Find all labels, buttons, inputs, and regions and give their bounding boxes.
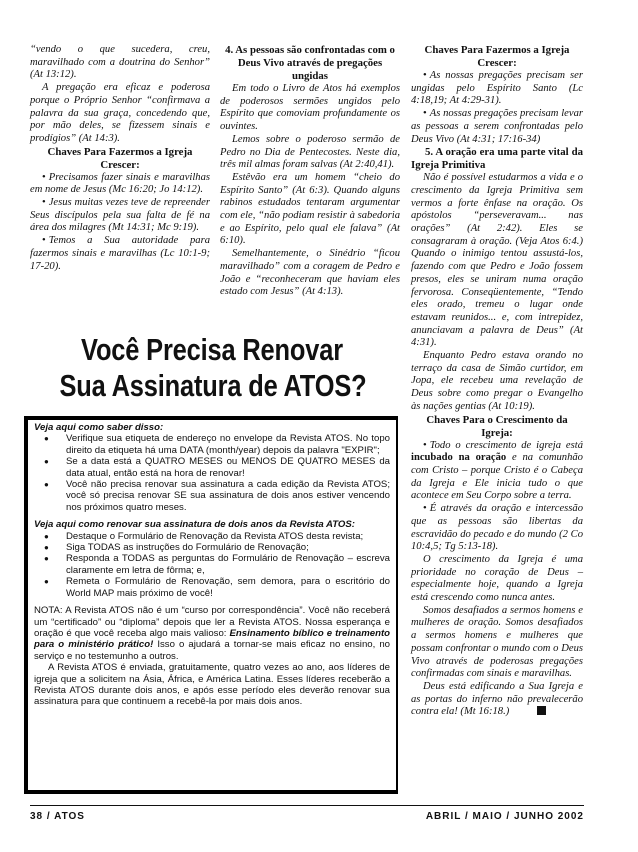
renewal-banner bbox=[26, 332, 398, 416]
bullet-text: Todo o crescimento de igreja está bbox=[429, 439, 583, 451]
paragraph bbox=[411, 681, 583, 719]
bullet-text: e na comunhão com Cristo – porque Cristo é o Cabeça da Igreja e Ele inicia tudo o que acontece em Seu Corpo sobre a terra. bbox=[411, 452, 583, 502]
list-item: ● Se a data está a QUATRO MESES ou MENOS DE QUATRO MESES da data atual, então está na hora de renovar! bbox=[66, 456, 390, 479]
paragraph: Não é possível estudarmos a vida e o crescimento da Igreja Primitiva sem vermos a forte ênfase na oração. Os apóstolos “perseveravam... nas orações” (At 2:42). Eles se consagraram à oração. (Veja Atos 6:4.) Quando o inimigo tentou assustá-los, fazendo com que Pedro e João fossem presos, eles se uniram numa oração fervorosa. Conseqüentemente, “Tendo eles orado, tremeu o lugar onde estavam reunidos... e, com intrepidez, anunciavam a palavra de Deus” (At 4:31). bbox=[411, 172, 583, 349]
section-heading: 4. As pessoas são confrontadas com o Deus Vivo através de pregações ungidas bbox=[225, 44, 395, 82]
paragraph: Semelhantemente, o Sinédrio “ficou maravilhado” com a coragem de Pedro e João e “reconheceram que haviam eles estado com Jesus” (At 4:13). bbox=[220, 248, 400, 298]
bullet-item: • As nossas pregações precisam ser ungidas pelo Espírito Santo (Lc 4:18,19; At 4:29-31). bbox=[411, 70, 583, 108]
bullet-item: • Temos a Sua autoridade para fazermos sinais e maravilhas (Lc 10:1-9; 17-20). bbox=[30, 235, 210, 273]
footer-rule bbox=[30, 805, 584, 806]
section-heading: Chaves Para Fazermos a Igreja Crescer: bbox=[47, 145, 193, 171]
bullet-item: • É através da oração e intercessão que as pessoas são libertas da escravidão do pecado e do mundo (2 Co 10:4,5; Tg 5:13-18). bbox=[411, 503, 583, 554]
banner-line: Sua Assinatura de ATOS? bbox=[59, 368, 367, 403]
box-heading: Veja aqui como renovar sua assinatura de dois anos da Revista ATOS: bbox=[34, 519, 355, 531]
paragraph: Lemos sobre o poderoso sermão de Pedro no Dia de Pentecostes. Neste dia, três mil almas foram salvas (At 2:40,41). bbox=[220, 133, 400, 171]
paragraph: Enquanto Pedro estava orando no terraço da casa de Simão curtidor, em Jopa, ele recebeu uma revelação de Deus sobre como pregar o Evangelho às nações gentias (At 10:19). bbox=[411, 350, 583, 412]
bold-phrase: incubado na oração bbox=[411, 452, 507, 464]
list-item: ● Destaque o Formulário de Renovação da Revista ATOS desta revista; bbox=[66, 531, 390, 542]
box-heading: Veja aqui como saber disso: bbox=[34, 422, 164, 433]
note-text: NOTA: A Revista ATOS não é um “curso por correspondência”. Você não receberá um “certificado” ou “diploma” depois que ler a Revista ATOS. Nossa esperança e oração é que você receba algo mais valioso: bbox=[34, 605, 390, 639]
column-left bbox=[30, 44, 210, 273]
paragraph: A pregação era eficaz e poderosa porque o Próprio Senhor “confirmava a palavra da sua graça, concedendo que, por mão deles, se fizessem sinais e prodígios” (At 14:3). bbox=[30, 82, 210, 144]
note-paragraph: A Revista ATOS é enviada, gratuitamente, quatro vezes ao ano, aos líderes de igreja que a solicitem na Ásia, África, e América Latina. Esses líderes receberão a Revista ATOS durante dois anos, e após esse período eles deverão renovar sua assinatura para que continuem a recebê-la por mais dois anos. bbox=[34, 662, 390, 708]
paragraph: Somos desafiados a sermos homens e mulheres de oração. Somos desafiados a sermos homens e mulheres que possam confrontar o mundo com o Deus Vivo através de poderosas pregações confirmadas com sinais e maravilhas. bbox=[411, 604, 583, 680]
paragraph: Estêvão era um homem “cheio do Espírito Santo” (At 6:3). Quando alguns rabinos estudados tentaram argumentar com ele, “não podiam resistir à sabedoria e ao Espírito, pelo qual ele falava” (At 6:10). bbox=[220, 171, 400, 247]
paragraph: O crescimento da Igreja é uma prioridade no coração de Deus – especialmente hoje, quando a Igreja está crescendo como nunca antes. bbox=[411, 553, 583, 604]
section-heading: Chaves Para o Crescimento da Igreja: bbox=[426, 413, 568, 439]
renew-steps-list bbox=[34, 531, 390, 599]
list-item: ● Responda a TODAS as perguntas do Formulário de Renovação – escreva claramente em letra de fôrma; e, bbox=[66, 553, 390, 576]
end-mark-icon bbox=[537, 706, 546, 715]
paragraph: “vendo o que sucedera, creu, maravilhado com a doutrina do Senhor” (At 13:12). bbox=[30, 44, 210, 81]
list-item: ● Siga TODAS as instruções do Formulário de Renovação; bbox=[66, 542, 390, 553]
bullet-item bbox=[411, 440, 583, 504]
list-item: ● Verifique sua etiqueta de endereço no envelope da Revista ATOS. No topo direito da etiqueta há uma DATA (month/year) depois da palavra "EXPIR"; bbox=[66, 433, 390, 456]
banner-line: Você Precisa Renovar bbox=[81, 332, 343, 367]
check-list bbox=[34, 433, 390, 513]
bullet-item: • Precisamos fazer sinais e maravilhas em nome de Jesus (Mc 16:20; Jo 14:12). bbox=[30, 172, 210, 197]
renewal-box bbox=[28, 420, 396, 790]
column-middle bbox=[220, 44, 400, 299]
closing-text: Deus está edificando a Sua Igreja e as portas do inferno não prevalecerão contra ela! (Mt 16:18.) bbox=[411, 680, 583, 718]
paragraph: Em todo o Livro de Atos há exemplos de poderosos sermões ungidos pelo Espírito que comoviam profundamente os ouvintes. bbox=[220, 83, 400, 133]
list-item: ● Remeta o Formulário de Renovação, sem demora, para o escritório do World MAP mais próximo de você! bbox=[66, 576, 390, 599]
list-item: ● Você não precisa renovar sua assinatura a cada edição da Revista ATOS; você só precisa renovar SE sua assinatura de dois anos estiver vencendo nos próximos quatro meses. bbox=[66, 479, 390, 513]
page-number: 38 / ATOS bbox=[30, 811, 85, 822]
note-text: Isso o ajudará a tornar-se mais eficaz no ensino, no serviço e no testemunho a outros. bbox=[34, 639, 390, 662]
bullet-item: • As nossas pregações precisam levar as pessoas a serem confrontadas pelo Deus Vivo (At 4:31; 17:16-34) bbox=[411, 108, 583, 146]
issue-date: ABRIL / MAIO / JUNHO 2002 bbox=[425, 811, 584, 822]
section-heading: Chaves Para Fazermos a Igreja Crescer: bbox=[424, 44, 570, 69]
note-emphasis: Ensinamento bíblico e treinamento para o ministério prático! bbox=[34, 627, 391, 651]
column-right bbox=[411, 44, 583, 719]
bullet-item: • Jesus muitas vezes teve de repreender Seus discípulos pela sua falta de fé na área dos milagres (Mt 14:31; Mc 9:19). bbox=[30, 197, 210, 235]
section-heading: 5. A oração era uma parte vital da Igreja Primitiva bbox=[411, 146, 583, 172]
note-paragraph bbox=[34, 605, 390, 662]
